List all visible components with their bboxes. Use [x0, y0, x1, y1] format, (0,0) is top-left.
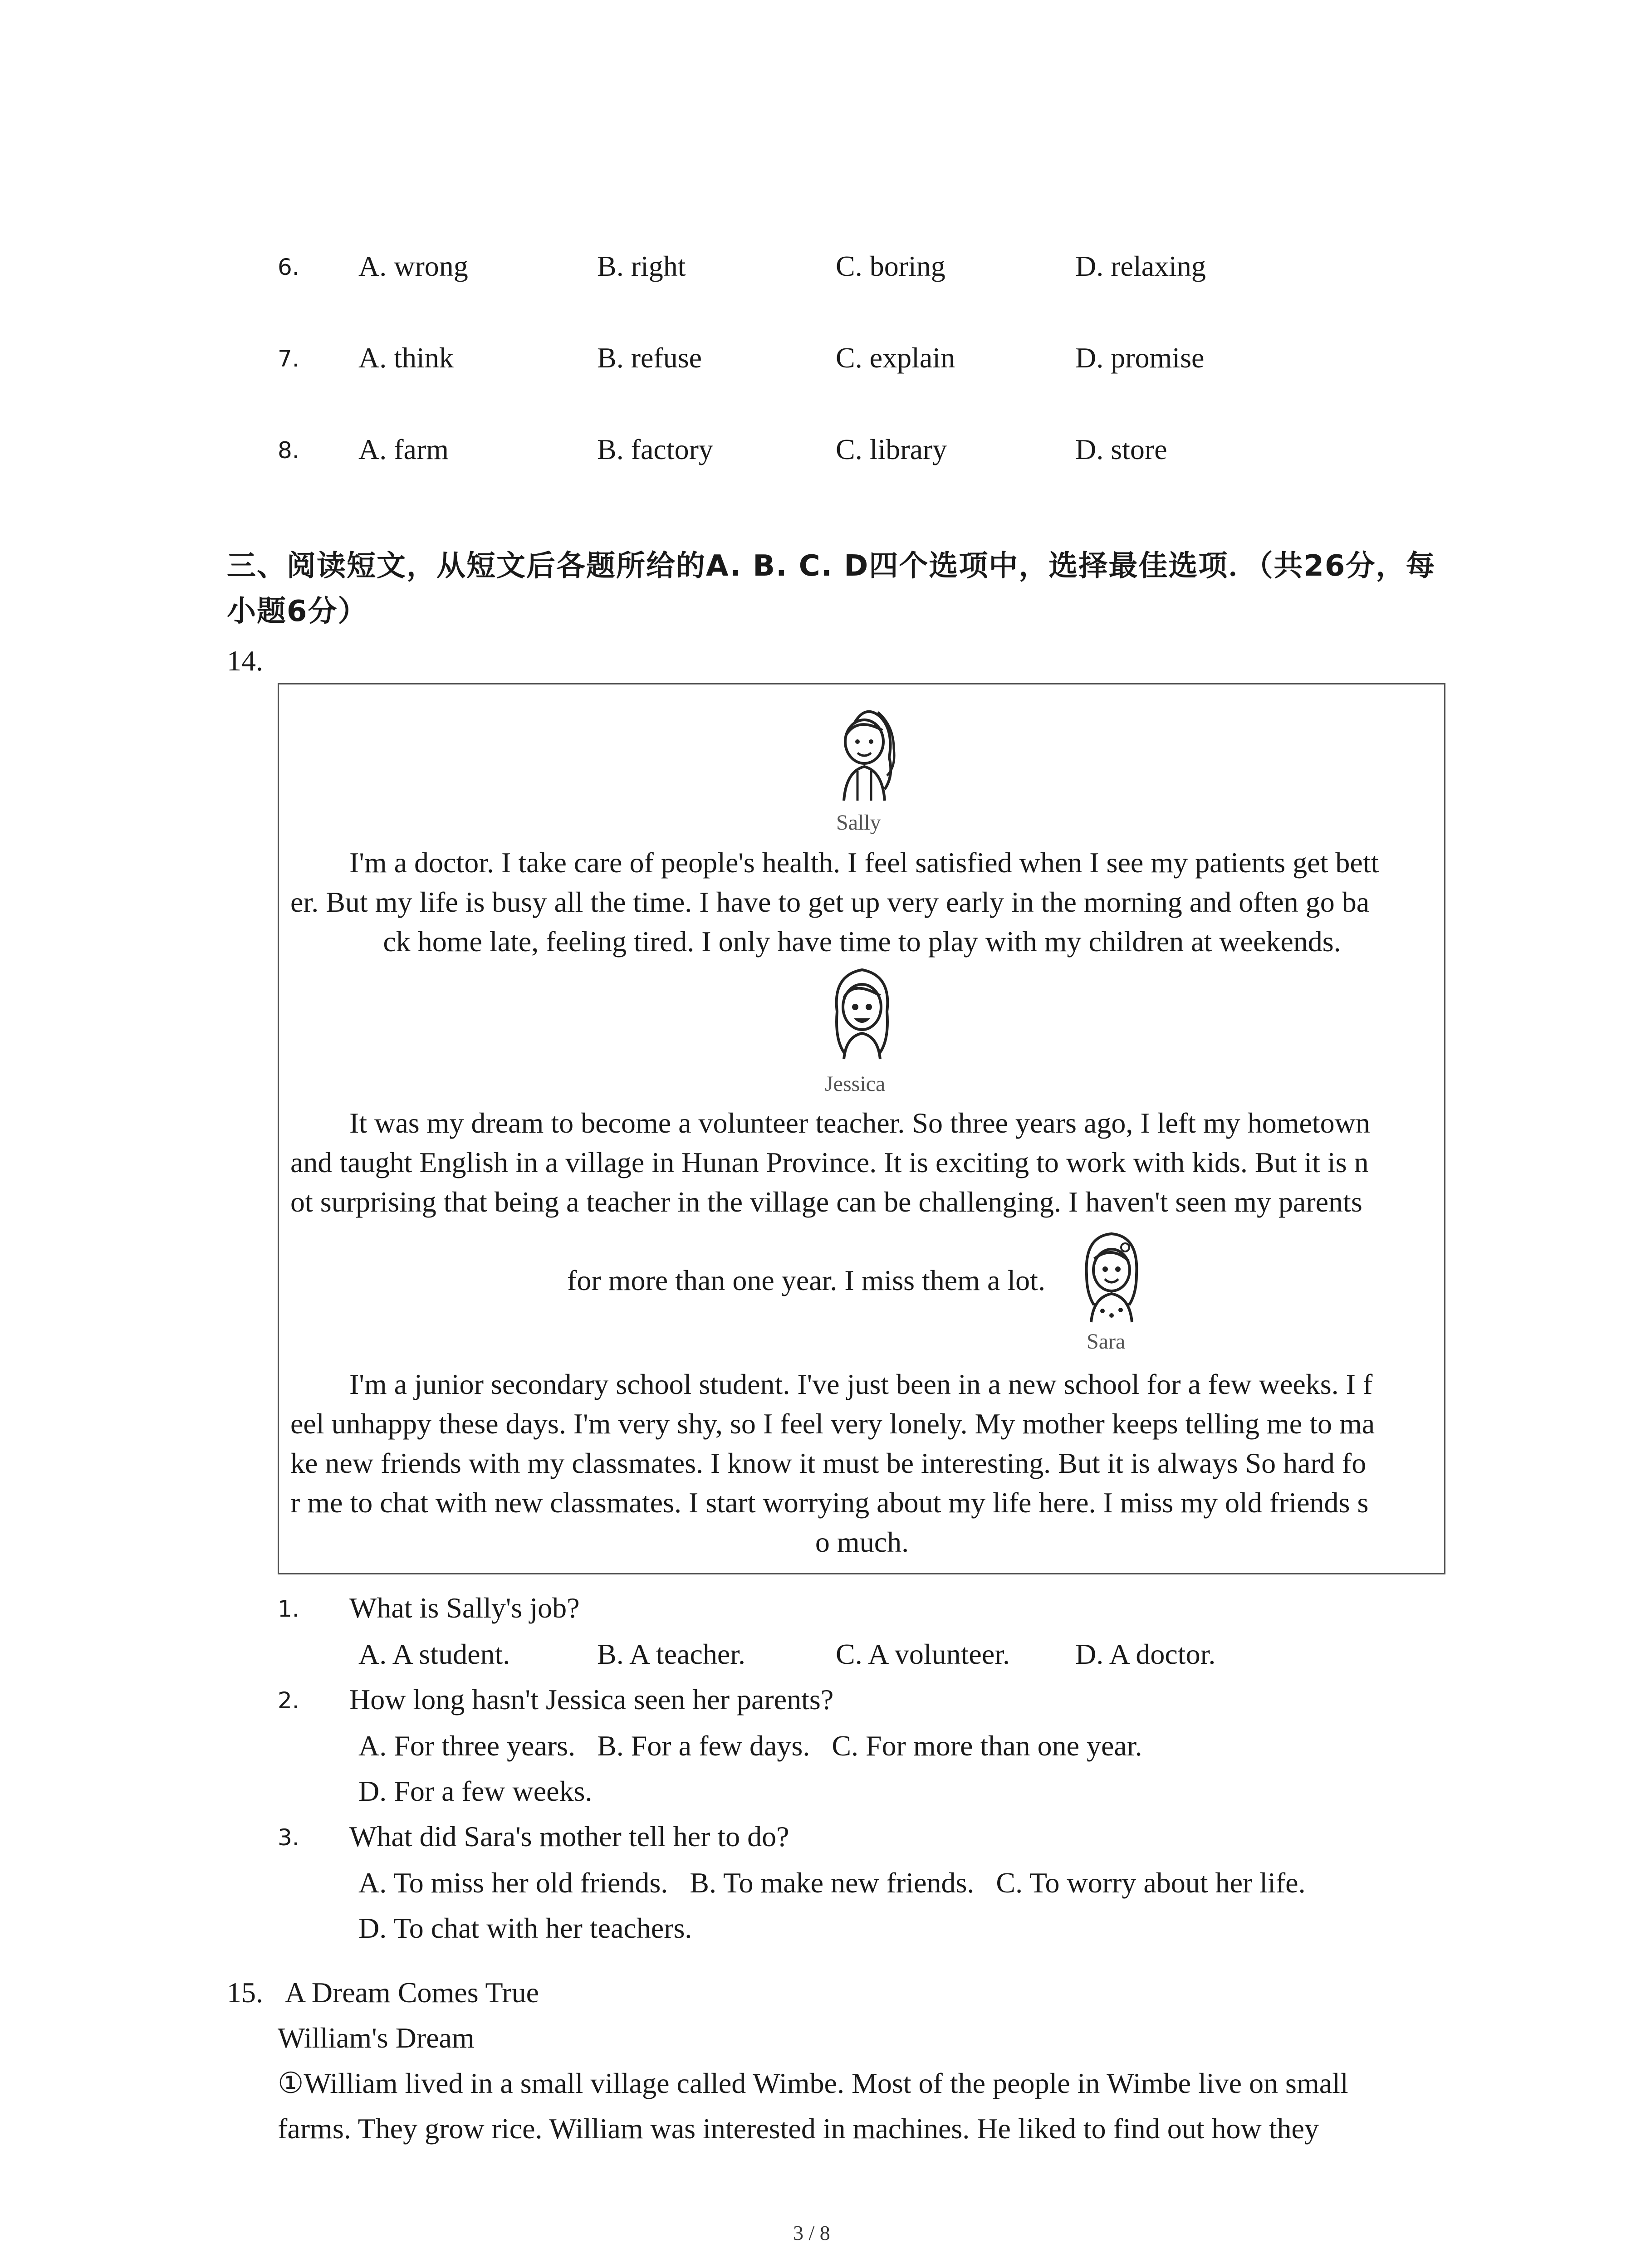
sara-avatar-icon: [1075, 1225, 1148, 1325]
sally-name-label: Sally: [836, 811, 881, 835]
passage-line: ot surprising that being a teacher in the village can be challenging. I haven't seen my parents: [290, 1186, 1362, 1218]
option-line: A. For three years. B. For a few days. C. For more than one year.: [358, 1730, 1142, 1762]
subquestion-number: 1.: [278, 1596, 299, 1622]
option-line: D. For a few weeks.: [358, 1775, 593, 1807]
option-d: D. relaxing: [1075, 250, 1206, 282]
option-a: A. A student.: [358, 1638, 510, 1670]
subquestion-text: What did Sara's mother tell her to do?: [349, 1820, 789, 1853]
passage-line: ke new friends with my classmates. I know it must be interesting. But it is always So hard fo: [290, 1447, 1367, 1479]
jessica-avatar-icon: [826, 962, 898, 1061]
question-number: 8.: [278, 437, 299, 464]
page-number: 3 / 8: [793, 2221, 830, 2244]
option-b: B. factory: [597, 433, 713, 465]
jessica-name-label: Jessica: [825, 1072, 886, 1096]
passage-line: I'm a doctor. I take care of people's health. I feel satisfied when I see my patients get bett: [349, 846, 1379, 879]
section-heading-line2: 小题6分）: [227, 595, 368, 628]
passage-title: A Dream Comes True: [285, 1976, 539, 2009]
option-d: D. A doctor.: [1075, 1638, 1216, 1670]
subquestion-text: What is Sally's job?: [349, 1592, 580, 1624]
subquestion-text: How long hasn't Jessica seen her parents?: [349, 1683, 834, 1716]
question-number-14: 14.: [227, 645, 263, 677]
sally-paragraph: [290, 843, 1434, 961]
option-b: B. A teacher.: [597, 1638, 746, 1670]
option-a: A. wrong: [358, 250, 468, 282]
question-number: 6.: [278, 254, 299, 280]
passage-line: r me to chat with new classmates. I start worrying about my life here. I miss my old friends s: [290, 1486, 1369, 1519]
question-number-15: 15.: [227, 1976, 263, 2009]
option-line: D. To chat with her teachers.: [358, 1912, 692, 1944]
option-c: C. explain: [836, 342, 955, 374]
option-a: A. farm: [358, 433, 449, 465]
jessica-paragraph: [290, 1103, 1434, 1222]
passage-line: I'm a junior secondary school student. I've just been in a new school for a few weeks. I f: [349, 1368, 1373, 1400]
sara-name-label: Sara: [1087, 1330, 1126, 1354]
passage-line: er. But my life is busy all the time. I have to get up very early in the morning and often go ba: [290, 886, 1370, 918]
option-c: C. A volunteer.: [836, 1638, 1010, 1670]
passage-line: ①William lived in a small village called Wimbe. Most of the people in Wimbe live on small: [278, 2067, 1348, 2099]
passage-line: o much.: [815, 1526, 909, 1558]
question-number: 7.: [278, 346, 299, 372]
subquestion-number: 2.: [278, 1687, 299, 1714]
option-d: D. promise: [1075, 342, 1205, 374]
passage-subtitle: William's Dream: [278, 2022, 475, 2054]
option-b: B. right: [597, 250, 686, 282]
sally-avatar-icon: [826, 699, 903, 803]
passage-line: for more than one year. I miss them a lot.: [567, 1264, 1045, 1296]
passage-line: and taught English in a village in Hunan Province. It is exciting to work with kids. But it is n: [290, 1146, 1369, 1178]
subquestion-number: 3.: [278, 1824, 299, 1851]
option-d: D. store: [1075, 433, 1167, 465]
option-a: A. think: [358, 342, 454, 374]
option-c: C. library: [836, 433, 947, 465]
passage-line: eel unhappy these days. I'm very shy, so I feel very lonely. My mother keeps telling me to ma: [290, 1408, 1375, 1440]
passage-line: farms. They grow rice. William was interested in machines. He liked to find out how they: [278, 2112, 1319, 2145]
sara-paragraph: [290, 1364, 1434, 1562]
option-line: A. To miss her old friends. B. To make new friends. C. To worry about her life.: [358, 1867, 1306, 1899]
option-b: B. refuse: [597, 342, 702, 374]
passage-line: ck home late, feeling tired. I only have time to play with my children at weekends.: [383, 925, 1341, 958]
section-heading-line1: 三、阅读短文，从短文后各题所给的A. B. C. D四个选项中，选择最佳选项．（共26分，每: [227, 549, 1436, 583]
passage-line: It was my dream to become a volunteer teacher. So three years ago, I left my hometown: [349, 1107, 1370, 1139]
option-c: C. boring: [836, 250, 945, 282]
